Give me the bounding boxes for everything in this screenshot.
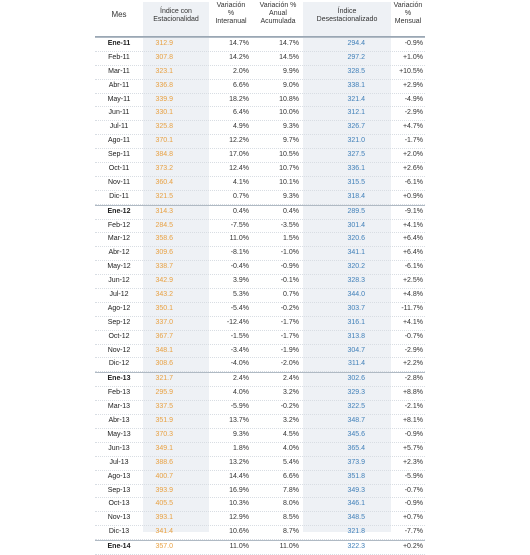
cell-inter: 16.9% [229,486,249,494]
cell-ice: 343.2 [155,291,173,299]
cell-inter: 10.3% [229,500,249,508]
cell-acum: -0.2% [280,403,299,411]
cell-acum: 11.0% [279,543,299,551]
cell-mes: Abr-12 [108,249,130,257]
cell-inter: 1.8% [233,444,249,452]
cell-ice: 384.8 [155,151,173,159]
cell-mens: +1.0% [402,53,423,61]
cell-mes: Abr-11 [108,81,130,89]
cell-ides: 313.8 [347,332,365,340]
table-row [95,401,425,415]
cell-mens: -2.1% [404,403,423,411]
cell-mes: Sep-13 [107,486,131,494]
cell-inter: 13.2% [229,458,249,466]
cell-ice: 360.4 [155,178,173,186]
cell-inter: 14.4% [229,472,249,480]
cell-ides: 320.2 [347,263,365,271]
cell-mens: -11.7% [401,304,423,312]
cell-mens: +4.1% [402,318,423,326]
cell-ides: 326.7 [347,123,365,131]
table-row [95,247,425,261]
cell-inter: -5.4% [230,304,249,312]
cell-ides: 301.4 [347,221,365,229]
header-indice-estacionalidad: Índice con Estacionalidad [153,8,199,23]
cell-mens: +4.1% [402,221,423,229]
cell-acum: 4.0% [283,444,299,452]
cell-ice: 350.1 [155,304,173,312]
cell-ides: 315.5 [347,178,365,186]
cell-inter: 18.2% [229,95,249,103]
table-row [95,540,425,555]
cell-acum: 14.5% [279,53,299,61]
cell-ides: 349.3 [347,486,365,494]
cell-ice: 295.9 [155,389,173,397]
cell-mes: Ene-14 [107,543,131,551]
table-row [95,429,425,443]
cell-mens: +2.0% [402,151,423,159]
cell-ice: 342.9 [155,277,173,285]
cell-mens: +4.8% [402,291,423,299]
cell-inter: -12.4% [226,318,249,326]
table-row [95,303,425,317]
table-row [95,485,425,499]
header-mes: Mes [111,10,127,19]
cell-mes: May-12 [107,263,131,271]
data-table [95,2,425,555]
cell-inter: 13.7% [229,417,249,425]
cell-mens: -0.7% [404,332,423,340]
cell-mens: -7.7% [404,528,423,536]
cell-ice: 312.9 [155,40,173,47]
cell-acum: 9.3% [283,192,299,200]
cell-mes: Abr-13 [108,417,130,425]
table-row [95,387,425,401]
cell-ice: 314.3 [155,207,173,215]
cell-mens: +2.2% [402,360,423,368]
cell-inter: 6.4% [233,109,249,117]
cell-ice: 341.4 [155,528,173,536]
cell-inter: 12.4% [229,165,249,173]
cell-mes: Dic-12 [108,360,130,368]
cell-mens: -5.9% [404,472,423,480]
cell-acum: 14.7% [279,40,299,47]
cell-ice: 370.1 [155,137,173,145]
cell-inter: 2.0% [233,67,249,75]
cell-ides: 338.1 [347,81,365,89]
cell-mes: Oct-13 [108,500,130,508]
cell-acum: 3.2% [283,417,299,425]
table-row [95,471,425,485]
cell-mes: May-13 [107,430,131,438]
cell-ides: 351.8 [347,472,365,480]
cell-acum: -0.1% [280,277,299,285]
cell-ides: 303.7 [347,304,365,312]
cell-inter: -4.0% [230,360,249,368]
cell-ice: 325.8 [155,123,173,131]
table-body [95,37,425,555]
table-row [95,205,425,220]
cell-ides: 302.6 [347,375,365,383]
cell-mens: +8.1% [402,417,423,425]
cell-acum: 4.5% [283,430,299,438]
table-row [95,317,425,331]
cell-ides: 348.5 [347,514,365,522]
table-row [95,526,425,540]
cell-ides: 328.3 [347,277,365,285]
cell-mes: Jun-13 [108,444,130,452]
cell-mens: -0.9% [404,500,423,508]
cell-mens: +2.3% [402,458,423,466]
cell-acum: -1.9% [280,346,299,354]
cell-mes: Ene-12 [107,207,131,215]
cell-mens: -0.9% [404,430,423,438]
cell-mens: -1.7% [404,137,423,145]
cell-ides: 336.1 [347,165,365,173]
cell-inter: -5.9% [230,403,249,411]
table-row [95,220,425,234]
cell-mes: Jul-12 [109,291,129,299]
cell-ice: 367.7 [155,332,173,340]
cell-acum: -2.0% [280,360,299,368]
cell-ides: 316.1 [347,318,365,326]
cell-acum: 0.4% [283,207,299,215]
cell-mes: May-11 [107,95,131,103]
cell-acum: -3.5% [280,221,299,229]
cell-ice: 336.8 [155,81,173,89]
cell-acum: 8.7% [283,528,299,536]
table-row [95,94,425,108]
cell-mes: Sep-12 [107,318,131,326]
cell-ides: 341.1 [347,249,365,257]
cell-ides: 344.0 [347,291,365,299]
cell-ice: 321.5 [155,192,173,200]
cell-inter: 4.9% [233,123,249,131]
cell-ice: 388.6 [155,458,173,466]
cell-mes: Feb-12 [107,221,131,229]
table-row [95,163,425,177]
cell-inter: 3.9% [233,277,249,285]
cell-mes: Mar-12 [107,235,131,243]
cell-mes: Mar-11 [108,67,130,75]
cell-inter: 9.3% [233,430,249,438]
cell-ice: 373.2 [155,165,173,173]
header-variacion-acumulada: Variación % Anual Acumulada [259,2,297,25]
header-indice-desestacionalizado: Índice Desestacionalizado [316,8,378,23]
cell-mes: Mar-13 [107,403,131,411]
cell-acum: 5.4% [283,458,299,466]
cell-ice: 323.1 [155,67,173,75]
cell-mes: Nov-13 [107,514,131,522]
cell-inter: 6.6% [233,81,249,89]
cell-ice: 358.6 [155,235,173,243]
cell-acum: 7.8% [283,486,299,494]
cell-ides: 294.4 [347,40,365,47]
cell-mes: Dic-13 [108,528,130,536]
cell-acum: 10.1% [279,178,299,186]
table-row [95,121,425,135]
cell-acum: 0.7% [283,291,299,299]
cell-ice: 330.1 [155,109,173,117]
cell-mes: Nov-12 [107,346,131,354]
cell-acum: 9.0% [283,81,299,89]
table-row [95,233,425,247]
cell-mes: Jun-11 [108,109,130,117]
table-row [95,331,425,345]
cell-ides: 304.7 [347,346,365,354]
cell-mens: -2.9% [404,109,423,117]
cell-mens: -2.8% [404,375,423,383]
cell-acum: -0.9% [280,263,299,271]
cell-mens: +8.8% [402,389,423,397]
cell-mes: Feb-11 [108,53,130,61]
cell-ides: 321.4 [347,95,365,103]
header-variacion-interanual: Variación % Interanual [215,2,247,25]
cell-mens: -9.1% [404,207,423,215]
cell-ides: 311.4 [348,360,365,368]
cell-ice: 370.3 [155,430,173,438]
cell-mens: +0.7% [402,514,423,522]
cell-ides: 318.4 [347,192,365,200]
cell-inter: -8.1% [230,249,249,257]
cell-acum: 1.5% [283,235,299,243]
cell-ides: 346.1 [347,500,365,508]
cell-mes: Ago-11 [107,137,131,145]
cell-acum: 9.7% [283,137,299,145]
cell-ides: 289.5 [347,207,365,215]
table-row [95,358,425,372]
cell-ice: 405.5 [155,500,173,508]
cell-ides: 297.2 [347,53,365,61]
cell-inter: 11.0% [229,235,249,243]
cell-mes: Jul-13 [109,458,129,466]
cell-inter: 5.3% [233,291,249,299]
cell-ice: 307.8 [155,53,173,61]
cell-mes: Jun-12 [108,277,130,285]
table-row [95,512,425,526]
cell-mens: -0.7% [404,486,423,494]
table-row [95,457,425,471]
cell-ice: 337.5 [155,403,173,411]
cell-acum: 8.0% [283,500,299,508]
cell-acum: 10.5% [279,151,299,159]
cell-acum: 3.2% [283,389,299,397]
header-variacion-mensual: Variación % Mensual [393,2,423,25]
cell-ides: 322.5 [347,403,365,411]
cell-acum: 6.6% [283,472,299,480]
cell-mens: -0.9% [404,40,423,47]
cell-inter: 0.7% [233,192,249,200]
cell-inter: 4.1% [233,178,249,186]
cell-mes: Ago-13 [107,472,131,480]
cell-ides: 348.7 [347,417,365,425]
cell-inter: -3.4% [230,346,249,354]
cell-mens: -6.1% [404,263,423,271]
cell-mes: Dic-11 [109,192,129,200]
cell-ides: 320.6 [347,235,365,243]
cell-ice: 393.1 [155,514,173,522]
cell-acum: -1.7% [280,332,299,340]
cell-acum: 9.9% [283,67,299,75]
cell-mes: Jul-11 [109,123,129,131]
cell-ides: 345.6 [347,430,365,438]
cell-ice: 349.1 [155,444,173,452]
cell-ice: 400.7 [155,472,173,480]
cell-ides: 322.3 [347,543,365,551]
table-row [95,107,425,121]
cell-mens: -6.1% [404,178,423,186]
cell-mens: -4.9% [404,95,423,103]
cell-acum: 9.3% [283,123,299,131]
cell-inter: 11.0% [229,543,249,551]
cell-acum: -1.0% [280,249,299,257]
table-row [95,66,425,80]
cell-acum: 2.4% [283,375,299,383]
cell-inter: 2.4% [233,375,249,383]
table-row [95,191,425,205]
cell-ice: 337.0 [155,318,173,326]
table-row [95,372,425,387]
cell-inter: 0.4% [233,207,249,215]
cell-ice: 338.7 [155,263,173,271]
cell-acum: 8.5% [283,514,299,522]
table-row [95,177,425,191]
cell-acum: 10.8% [279,95,299,103]
cell-inter: 17.0% [229,151,249,159]
table-row [95,289,425,303]
table-row [95,261,425,275]
table-row [95,149,425,163]
table-row [95,52,425,66]
cell-inter: 14.2% [229,53,249,61]
cell-ides: 321.0 [347,137,365,145]
cell-ides: 365.4 [347,444,365,452]
cell-mens: +6.4% [402,249,423,257]
cell-ides: 312.1 [347,109,365,117]
cell-acum: -0.2% [280,304,299,312]
cell-ides: 327.5 [347,151,365,159]
cell-mens: -2.9% [404,346,423,354]
table-row [95,135,425,149]
cell-mes: Oct-11 [108,165,130,173]
cell-inter: -1.5% [230,332,249,340]
cell-ice: 357.0 [155,543,173,551]
cell-mens: +10.5% [399,67,423,75]
cell-mens: +2.6% [402,165,423,173]
cell-mes: Ene-13 [107,375,131,383]
cell-inter: 4.0% [233,389,249,397]
table-row [95,345,425,359]
cell-ice: 309.6 [155,249,173,257]
cell-ice: 321.7 [155,375,173,383]
cell-ice: 348.1 [155,346,173,354]
cell-inter: 12.9% [229,514,249,522]
cell-mens: +2.5% [402,277,423,285]
cell-mes: Ago-12 [107,304,131,312]
cell-acum: -1.7% [280,318,299,326]
cell-ice: 393.9 [155,486,173,494]
cell-ice: 308.6 [155,360,173,368]
cell-ides: 329.3 [347,389,365,397]
cell-mens: +5.7% [402,444,423,452]
cell-mes: Nov-11 [107,178,131,186]
cell-mens: +4.7% [402,123,423,131]
cell-mens: +0.9% [402,192,423,200]
cell-inter: 14.7% [229,40,249,47]
cell-mes: Feb-13 [107,389,131,397]
cell-mes: Sep-11 [107,151,131,159]
cell-mes: Ene-11 [107,40,131,47]
table-row [95,37,425,52]
cell-ice: 284.5 [155,221,173,229]
cell-mens: +6.4% [402,235,423,243]
cell-mes: Oct-12 [108,332,130,340]
table-row [95,498,425,512]
cell-acum: 10.7% [279,165,299,173]
cell-ides: 373.9 [347,458,365,466]
cell-inter: -0.4% [230,263,249,271]
cell-ice: 339.9 [155,95,173,103]
table-row [95,443,425,457]
cell-ides: 328.5 [347,67,365,75]
cell-inter: -7.5% [230,221,249,229]
table-row [95,80,425,94]
table-header [95,2,425,37]
cell-inter: 12.2% [229,137,249,145]
table-row [95,415,425,429]
cell-ice: 351.9 [155,417,173,425]
cell-mens: +0.2% [402,543,423,551]
table-row [95,275,425,289]
cell-mens: +2.9% [402,81,423,89]
cell-acum: 10.0% [279,109,299,117]
cell-inter: 10.6% [229,528,249,536]
cell-ides: 321.8 [347,528,365,536]
